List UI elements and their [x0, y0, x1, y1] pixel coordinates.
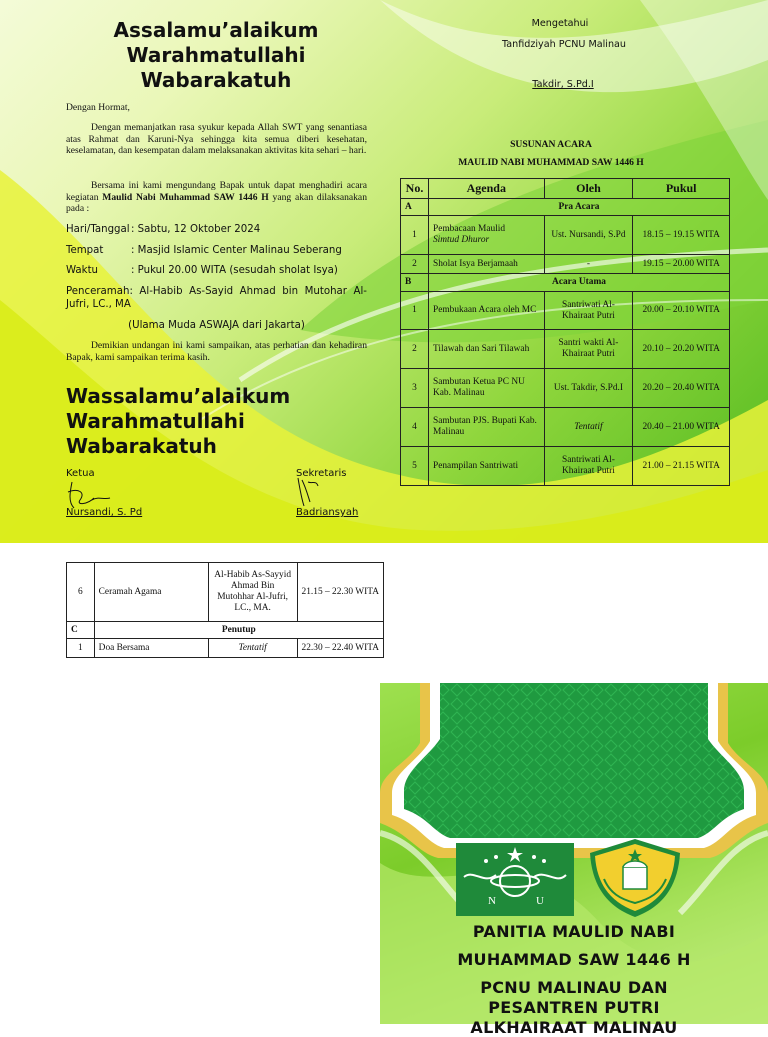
paragraph-invitation	[66, 180, 367, 215]
detail-key: Tempat	[66, 245, 104, 256]
approval-org: Tanfidziyah PCNU Malinau	[501, 39, 626, 50]
agenda-text: Pembacaan Maulid	[432, 224, 506, 234]
cell-no: 5	[401, 447, 429, 486]
nu-globe-icon	[456, 843, 574, 916]
cover-title-line-2: MUHAMMAD SAW 1446 H	[457, 950, 691, 969]
closing-paragraph: Demikian undangan ini kami sampaikan, atas perhatian dan kehadiran Bapak, kami sampaikan terima kasih.	[66, 340, 367, 363]
approval-name: Takdir, S.Pd.I	[532, 79, 594, 90]
detail-place	[66, 244, 342, 257]
closing-line-1: Wassalamu’alaikum	[66, 384, 291, 408]
invitation-suffix: yang akan dilaksanakan pada :	[66, 191, 367, 214]
opening-greeting	[66, 18, 366, 93]
cell-pukul: 20.10 – 20.20 WITA	[633, 330, 730, 369]
header-no: No.	[401, 179, 429, 199]
speaker-value: : Al-Habib As-Sayid Ahmad bin Mutohar Al-Jufri, LC., MA	[66, 286, 367, 310]
detail-value: : Masjid Islamic Center Malinau Seberang	[131, 245, 342, 256]
cell-oleh: Tentatif	[544, 408, 633, 447]
cell-agenda: Ceramah Agama	[94, 563, 208, 622]
header-pukul: Pukul	[633, 179, 730, 199]
cell-pukul: 18.15 – 19.15 WITA	[633, 216, 730, 255]
closing-line-2: Warahmatullahi	[66, 409, 245, 433]
cell-oleh: Tentatif	[208, 639, 297, 658]
section-row-c	[67, 622, 384, 639]
cell-oleh: Santri wakti Al-Khairaat Putri	[544, 330, 633, 369]
cell-no: 3	[401, 369, 429, 408]
table-row	[401, 216, 730, 255]
section-row-a	[401, 199, 730, 216]
speaker-key: Penceramah	[66, 286, 130, 297]
cover-title-line-1: PANITIA MAULID NABI	[472, 922, 676, 941]
cell-pukul: 22.30 – 22.40 WITA	[297, 639, 383, 658]
approval-label: Mengetahui	[531, 18, 589, 29]
table-row	[401, 408, 730, 447]
program-table-continued	[66, 562, 384, 658]
nu-logo	[456, 843, 574, 916]
cell-oleh: Al-Habib As-Sayyid Ahmad Bin Mutohhar Al-Jufri, LC., MA.	[208, 563, 297, 622]
cell-agenda: Pembukaan Acara oleh MC	[428, 292, 544, 330]
section-label: Penutup	[94, 622, 383, 639]
cover-title-line-3: PCNU MALINAU DAN	[480, 978, 668, 997]
section-label: Pra Acara	[428, 199, 729, 216]
agenda-text-italic: Simtud Dhuror	[432, 235, 490, 245]
speaker-note: (Ulama Muda ASWAJA dari Jakarta)	[128, 320, 305, 331]
sekretaris-label: Sekretaris	[296, 468, 347, 479]
header-agenda: Agenda	[428, 179, 544, 199]
cell-no: 1	[67, 639, 95, 658]
shield-emblem-icon	[586, 837, 684, 919]
ketua-name: Nursandi, S. Pd	[66, 507, 143, 518]
cell-pukul: 21.15 – 22.30 WITA	[297, 563, 383, 622]
sekretaris-signature-icon	[294, 474, 334, 510]
cell-pukul: 20.00 – 20.10 WITA	[633, 292, 730, 330]
program-title: SUSUNAN ACARA	[510, 139, 592, 150]
cell-no: 2	[401, 255, 429, 274]
detail-value: : Pukul 20.00 WITA (sesudah sholat Isya)	[131, 265, 338, 276]
closing-greeting	[66, 384, 366, 459]
sekretaris-name: Badriansyah	[296, 507, 359, 518]
cell-no: 6	[67, 563, 95, 622]
section-code: C	[67, 622, 95, 639]
cell-no: 2	[401, 330, 429, 369]
cell-agenda: Doa Bersama	[94, 639, 208, 658]
cell-no: 1	[401, 292, 429, 330]
table-row	[401, 369, 730, 408]
cell-no: 1	[401, 216, 429, 255]
section-label: Acara Utama	[428, 274, 729, 292]
detail-value: : Sabtu, 12 Oktober 2024	[131, 224, 261, 235]
table-row	[67, 563, 384, 622]
salutation: Dengan Hormat,	[66, 102, 130, 113]
section-code: B	[401, 274, 429, 292]
detail-time	[66, 264, 338, 277]
ketua-label: Ketua	[66, 468, 95, 479]
table-row	[401, 330, 730, 369]
greeting-line-1: Assalamu’alaikum	[113, 18, 319, 42]
program-subtitle: MAULID NABI MUHAMMAD SAW 1446 H	[458, 157, 644, 168]
paragraph-gratitude: Dengan memanjatkan rasa syukur kepada Allah SWT yang senantiasa atas Rahmat dan Karuni-Nya sehingga kita semua diberi kesehatan, keselamatan, dan kesempatan dalam melaksanakan aktivitas kita sehari – hari.	[66, 122, 367, 156]
cell-pukul: 20.20 – 20.40 WITA	[633, 369, 730, 408]
table-row	[67, 639, 384, 658]
table-row	[401, 255, 730, 274]
cover-title-line-4: PESANTREN PUTRI	[488, 998, 660, 1017]
cell-pukul: 19.15 – 20.00 WITA	[633, 255, 730, 274]
cover-title-line-5: ALKHAIRAAT MALINAU	[470, 1018, 678, 1037]
cover-page	[380, 683, 768, 1037]
detail-date	[66, 223, 260, 236]
nu-letter-n: N	[488, 895, 496, 907]
header-oleh: Oleh	[544, 179, 633, 199]
cover-frame-ornament	[380, 683, 768, 1024]
detail-speaker	[66, 285, 367, 311]
cell-oleh: -	[544, 255, 633, 274]
table-row	[401, 292, 730, 330]
cell-agenda: Sambutan PJS. Bupati Kab. Malinau	[428, 408, 544, 447]
greeting-line-3: Wabarakatuh	[140, 68, 292, 92]
invitation-prefix: Bersama ini kami mengundang Bapak untuk dapat menghadiri acara kegiatan	[66, 180, 367, 203]
cell-oleh: Santriwati Al-Khairaat Putri	[544, 292, 633, 330]
cell-agenda: Penampilan Santriwati	[428, 447, 544, 486]
greeting-line-2: Warahmatullahi	[126, 43, 306, 67]
cell-agenda	[428, 216, 544, 255]
cell-pukul: 21.00 – 21.15 WITA	[633, 447, 730, 486]
detail-key: Waktu	[66, 265, 99, 276]
program-table	[400, 178, 730, 486]
closing-line-3: Wabarakatuh	[66, 434, 217, 458]
cell-agenda: Sambutan Ketua PC NU Kab. Malinau	[428, 369, 544, 408]
cell-no: 4	[401, 408, 429, 447]
event-name: Maulid Nabi Muhammad SAW 1446 H	[102, 191, 269, 203]
section-code: A	[401, 199, 429, 216]
cell-pukul: 20.40 – 21.00 WITA	[633, 408, 730, 447]
cell-agenda: Tilawah dan Sari Tilawah	[428, 330, 544, 369]
cell-agenda: Sholat Isya Berjamaah	[428, 255, 544, 274]
section-row-b	[401, 274, 730, 292]
nu-letter-u: U	[536, 895, 544, 907]
cell-oleh: Santriwati Al-Khairaat Putri	[544, 447, 633, 486]
cell-oleh: Ust. Nursandi, S.Pd	[544, 216, 633, 255]
table-header-row	[401, 179, 730, 199]
table-row	[401, 447, 730, 486]
cell-oleh: Ust. Takdir, S.Pd.I	[544, 369, 633, 408]
detail-key: Hari/Tanggal	[66, 224, 130, 235]
